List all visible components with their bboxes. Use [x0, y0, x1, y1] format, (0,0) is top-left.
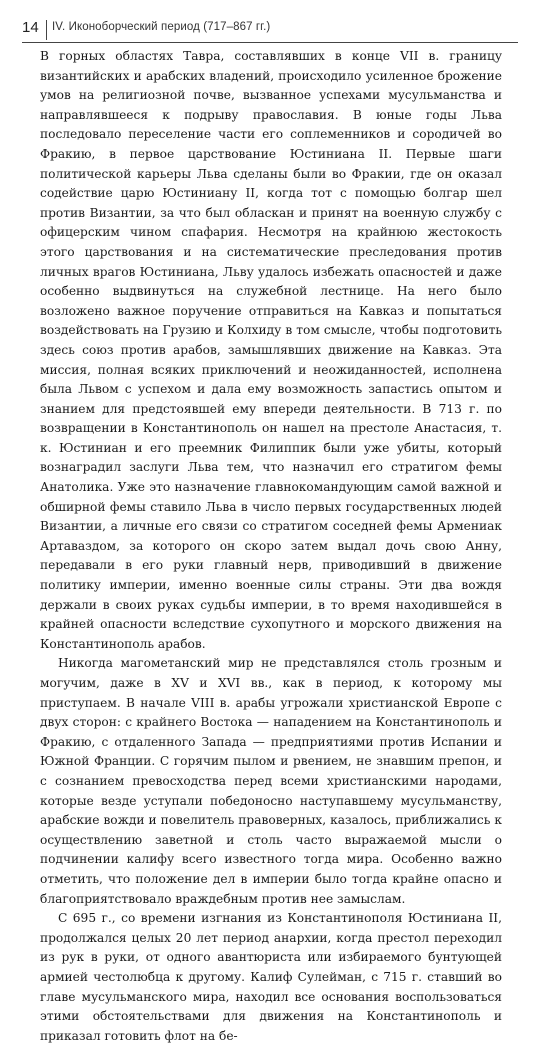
paragraph: В горных областях Тавра, составлявших в конце VII в. границу византийских и арабских владений, происходило усиленное брожение умов на религиозной почве, вызванное успехами мусульманства и направлявшееся к подрыву православия. В юные годы Льва последовало переселение части его соплеменников и сородичей во Фракию, в первое царствование Юстиниана II. Первые шаги политической карьеры Льва сделаны были во Фракии, где он оказал содействие царю Юстиниану II, когда тот с помощью болгар шел против Византии, за что был обласкан и принят на военную службу с офицерским чином спафария. Несмотря на крайнюю жестокость этого царствования и на систематические преследования против личных врагов Юстиниана, Льву удалось избежать опасностей и даже особенно выдвинуться на служебной лестнице. На него было возложено важное поручение отправиться на Кавказ и попытаться воздействовать на Грузию и Колхиду в том смысле, чтобы подготовить здесь союз против арабов, замышлявших движение на Кавказ. Эта миссия, полная всяких приключений и неожиданностей, исполнена была Львом с успехом и дала ему возможность запастись опытом и знанием для предстоявшей ему впереди деятельности. В 713 г. по возвращении в Константинополь он нашел на престоле Анастасия, т. к. Юстиниан и его преемник Филиппик были уже убиты, который вознаградил заслуги Льва тем, что назначил его стратигом фемы Анатолика. Уже это назначение главнокомандующим самой важной и обширной фемы ставило Льва в число первых государственных людей Византии, а личные его связи со стратигом соседней фемы Армениак Артаваздом, за которого он скоро затем выдал дочь свою Анну, передавали в его руки главный нерв, приводивший в движение политику империи, именно военные силы страны. Эти два вождя держали в своих руках судьбы империи, в то время находившейся в крайней опасности вследствие сухопутного и морского движения на Константинополь арабов. [40, 49, 502, 651]
paragraph: С 695 г., со времени изгнания из Константинополя Юстиниана II, продолжался целых 20 лет период анархии, когда престол переходил из рук в руки, от одного авантюриста или избираемого бунтующей армией честолюбца к другому. Калиф Сулейман, с 715 г. ставший во главе мусульманского мира, находил все основания воспользоваться этими обстоятельствами для движения на Константинополь и приказал готовить флот на бе- [40, 911, 502, 1043]
page-number: 14 [22, 19, 39, 36]
main-text [40, 47, 502, 1046]
paragraph: Никогда магометанский мир не представлялся столь грозным и могучим, даже в XV и XVI вв., как в период, к которому мы приступаем. В начале VIII в. арабы угрожали христианской Европе с двух сторон: с крайнего Востока — нападением на Константинополь и Фракию, с отдаленного Запада — предприятиями против Испании и Южной Франции. С горячим пылом и рвением, не знавшим препон, и с сознанием превосходства перед всеми христианскими народами, которые везде уступали победоносно наступавшему мусульманству, арабские вожди и повелитель правоверных, казалось, приближались к осуществлению заветной и столь часто выражаемой мысли о подчинении калифу всего известного тогда мира. Особенно важно отметить, что положение дел в империи было тогда крайне опасно и благоприятствовало враждебным против нее замыслам. [40, 656, 502, 906]
header-divider [46, 20, 47, 40]
running-header [22, 18, 518, 43]
running-title: IV. Иконоборческий период (717–867 гг.) [52, 21, 271, 33]
